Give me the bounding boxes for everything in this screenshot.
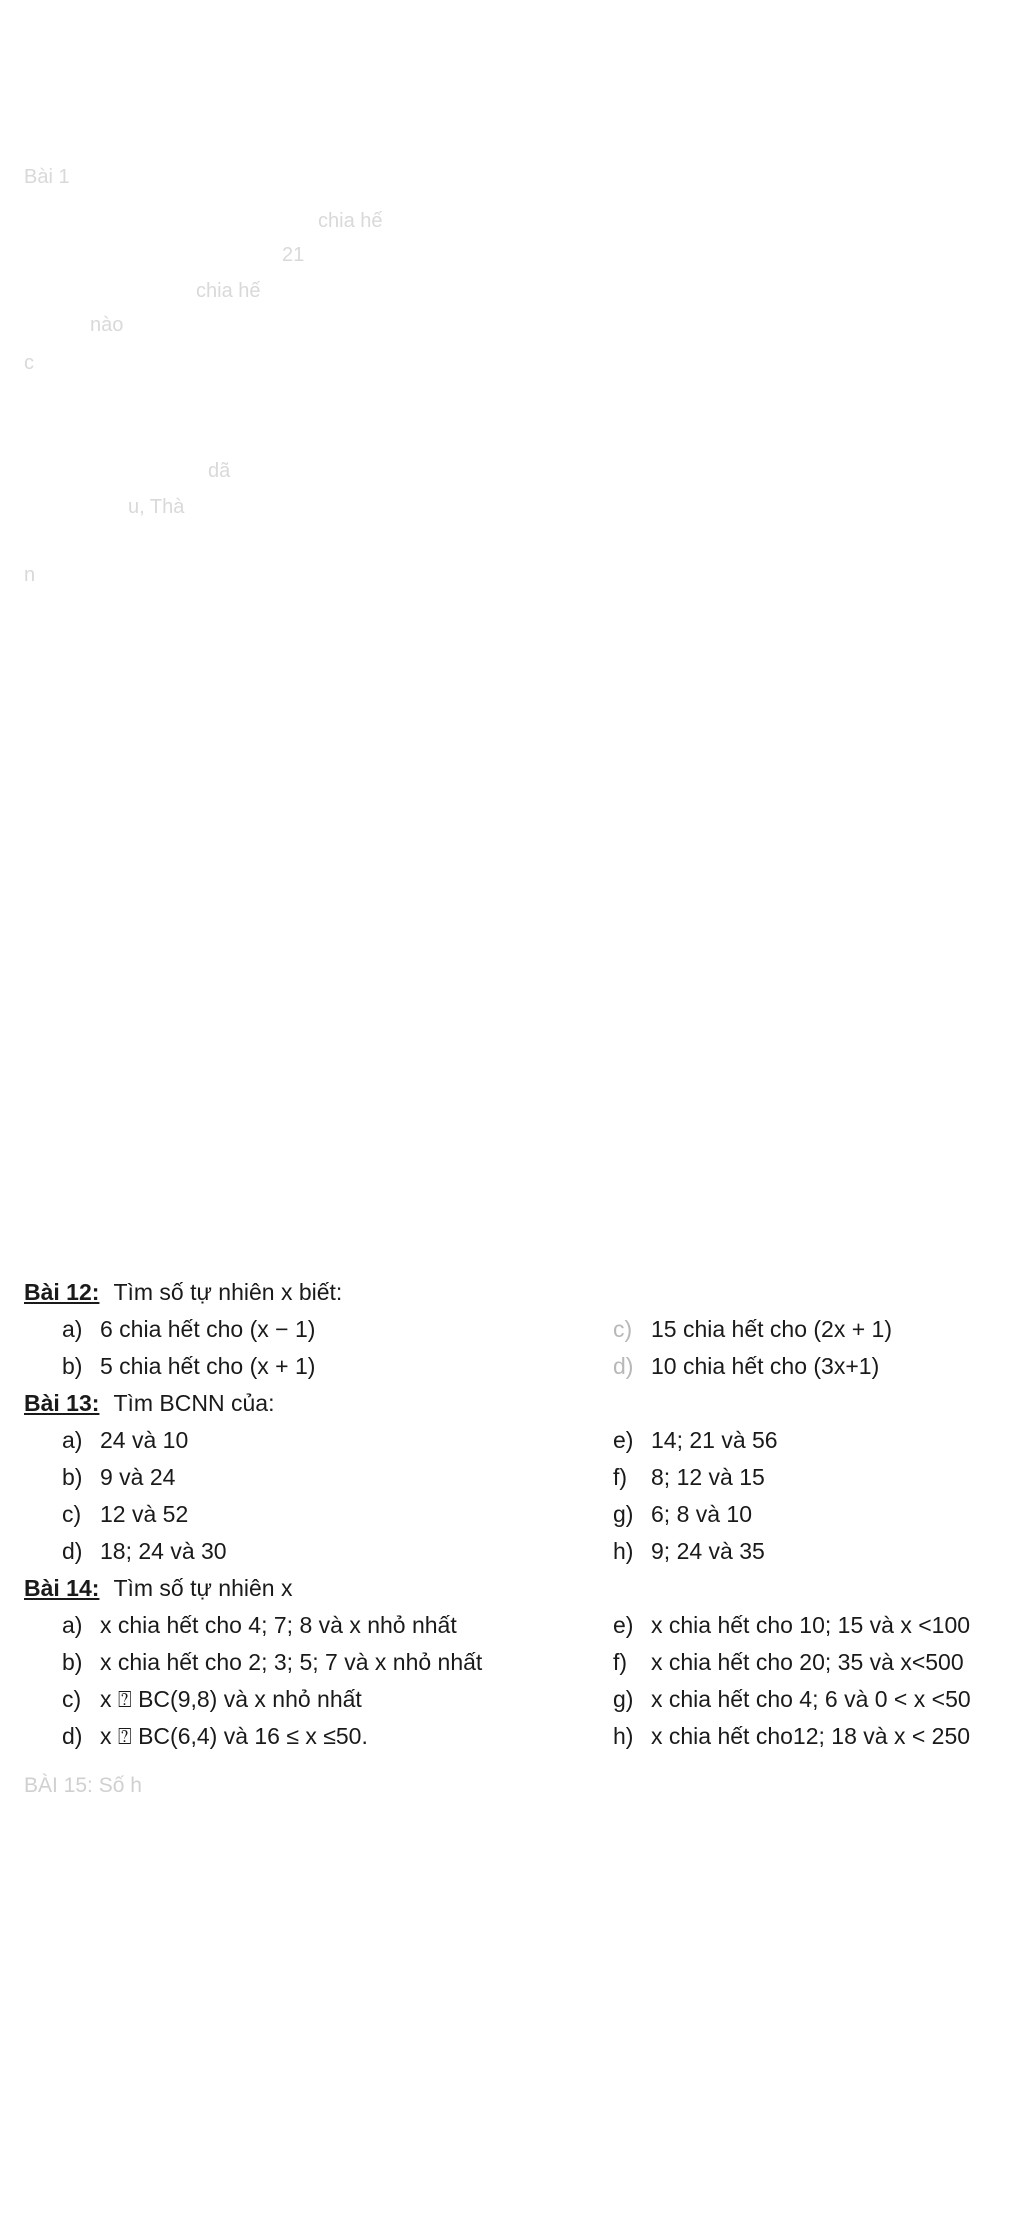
list-item [62, 1533, 595, 1570]
item-letter: c) [613, 1316, 633, 1342]
item-letter: a) [62, 1612, 83, 1638]
faded-text: chia hế [318, 210, 383, 232]
list-item [62, 1422, 595, 1459]
item-text: 15 chia hết cho (2x + 1) [651, 1316, 893, 1342]
faded-text: 21 [282, 244, 305, 266]
exercise-14-right-column [613, 1607, 984, 1755]
item-letter: b) [62, 1353, 83, 1379]
item-letter: b) [62, 1464, 83, 1490]
faded-text: u, Thà [128, 496, 185, 518]
exercise-14-title: Tìm số tự nhiên x [113, 1575, 293, 1601]
item-text: 14; 21 và 56 [651, 1427, 778, 1453]
item-letter: d) [62, 1723, 83, 1749]
item-text: 18; 24 và 30 [100, 1538, 227, 1564]
item-letter: b) [62, 1649, 83, 1675]
item-text: x chia hết cho 4; 7; 8 và x nhỏ nhất [100, 1612, 457, 1638]
exercise-content [24, 1274, 984, 1755]
exercise-14-heading [24, 1570, 984, 1607]
item-text: x chia hết cho 10; 15 và x <100 [651, 1612, 971, 1638]
list-item [613, 1533, 984, 1570]
exercise-13-heading [24, 1385, 984, 1422]
list-item [613, 1718, 984, 1755]
item-letter: f) [613, 1464, 628, 1490]
item-letter: d) [613, 1353, 634, 1379]
list-item [62, 1496, 595, 1533]
list-item [613, 1681, 984, 1718]
item-letter: a) [62, 1316, 83, 1342]
item-letter: c) [62, 1501, 82, 1527]
item-letter: f) [613, 1649, 628, 1675]
faded-text: dã [208, 460, 231, 482]
list-item [62, 1459, 595, 1496]
list-item [62, 1718, 595, 1755]
item-letter: a) [62, 1427, 83, 1453]
item-letter: h) [613, 1538, 634, 1564]
cut-off-heading: BÀI 15: Số h [24, 1774, 142, 1797]
item-text: 10 chia hết cho (3x+1) [651, 1353, 880, 1379]
item-text: x chia hết cho 2; 3; 5; 7 và x nhỏ nhất [100, 1649, 483, 1675]
item-text: x chia hết cho 4; 6 và 0 < x <50 [651, 1686, 971, 1712]
list-item [613, 1422, 984, 1459]
exercise-12-heading [24, 1274, 984, 1311]
item-text: 8; 12 và 15 [651, 1464, 765, 1490]
exercise-13-items [24, 1422, 984, 1570]
item-text: 9 và 24 [100, 1464, 176, 1490]
item-text: 12 và 52 [100, 1501, 189, 1527]
list-item [613, 1459, 984, 1496]
item-text: 6; 8 và 10 [651, 1501, 753, 1527]
item-text: 5 chia hết cho (x + 1) [100, 1353, 316, 1379]
list-item [613, 1348, 984, 1385]
list-item [62, 1348, 595, 1385]
list-item [62, 1311, 595, 1348]
exercise-14-label: Bài 14: [24, 1575, 100, 1601]
item-text: 9; 24 và 35 [651, 1538, 765, 1564]
item-text: 6 chia hết cho (x − 1) [100, 1316, 316, 1342]
item-letter: g) [613, 1501, 634, 1527]
item-letter: d) [62, 1538, 83, 1564]
item-letter: c) [62, 1686, 82, 1712]
item-text: x ⍰ BC(6,4) và 16 ≤ x ≤50. [100, 1723, 368, 1749]
exercise-14-left-column [62, 1607, 595, 1755]
item-letter: g) [613, 1686, 634, 1712]
item-text: x chia hết cho12; 18 và x < 250 [651, 1723, 971, 1749]
item-letter: h) [613, 1723, 634, 1749]
list-item [62, 1644, 595, 1681]
list-item [613, 1311, 984, 1348]
faded-text: c [24, 352, 34, 374]
item-letter: e) [613, 1612, 634, 1638]
exercise-13-title: Tìm BCNN của: [113, 1390, 275, 1416]
exercise-13-label: Bài 13: [24, 1390, 100, 1416]
list-item [613, 1496, 984, 1533]
item-text: x ⍰ BC(9,8) và x nhỏ nhất [100, 1686, 362, 1712]
list-item [62, 1681, 595, 1718]
list-item [613, 1607, 984, 1644]
list-item [613, 1644, 984, 1681]
faded-text: nào [90, 314, 124, 336]
faded-text: chia hế [196, 280, 261, 302]
list-item [62, 1607, 595, 1644]
item-text: x chia hết cho 20; 35 và x<500 [651, 1649, 964, 1675]
exercise-14-items [24, 1607, 984, 1755]
faded-text: Bài 1 [24, 166, 70, 188]
exercise-12-title: Tìm số tự nhiên x biết: [113, 1279, 343, 1305]
exercise-12-items [24, 1311, 984, 1385]
exercise-12-label: Bài 12: [24, 1279, 100, 1305]
faded-text: n [24, 564, 36, 586]
item-letter: e) [613, 1427, 634, 1453]
item-text: 24 và 10 [100, 1427, 189, 1453]
